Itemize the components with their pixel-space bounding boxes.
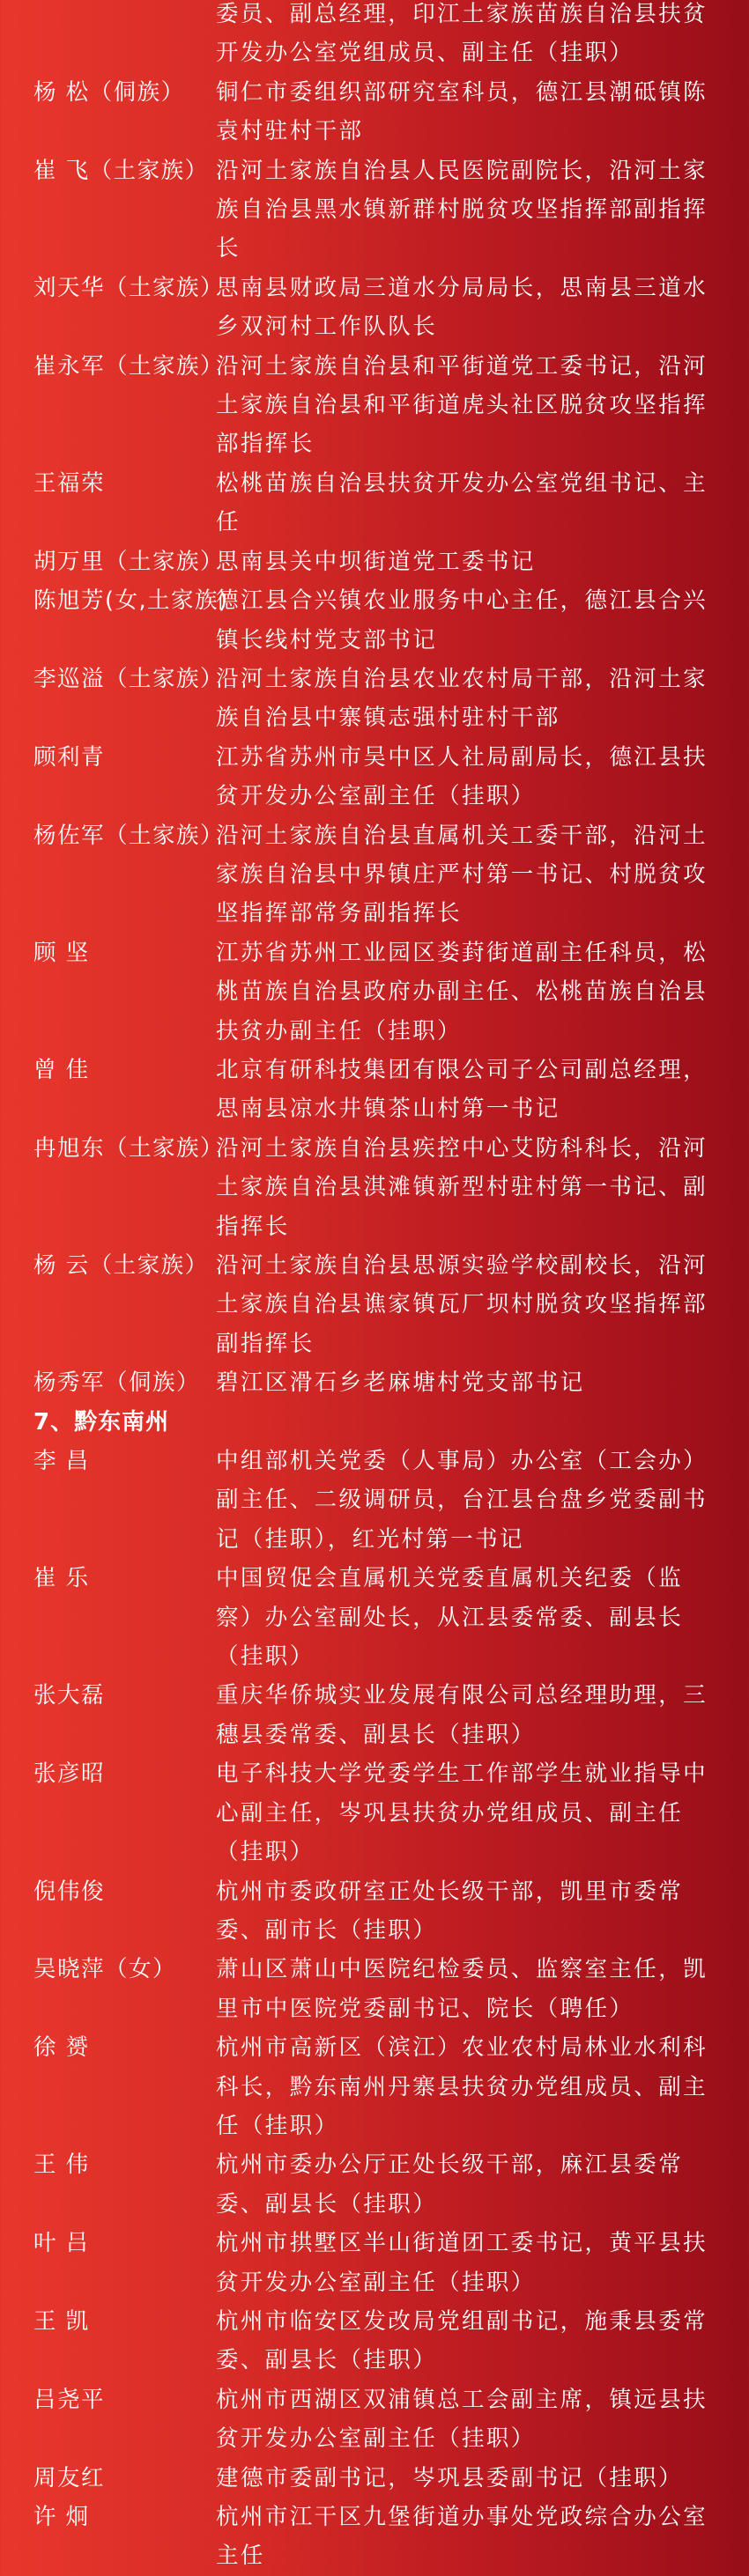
person-position: 杭州市委办公厅正处长级干部，麻江县委常委、副县长（挂职）	[216, 2152, 684, 2218]
person-entry	[0, 2302, 749, 2380]
person-name: 王福荣	[33, 469, 106, 497]
person-position: 沿河土家族自治县思源实验学校副校长，沿河土家族自治县谯家镇瓦厂坝村脱贫攻坚指挥部副指挥长	[216, 1252, 708, 1357]
person-position: 中国贸促会直属机关党委直属机关纪委（监察）办公室副处长，从江县委常委、副县长（挂职）	[216, 1565, 684, 1671]
person-position: 杭州市拱墅区半山街道团工委书记，黄平县扶贫开发办公室副主任（挂职）	[216, 2230, 708, 2296]
person-name: 徐 赟	[33, 2034, 90, 2062]
person-name: 周友红	[33, 2464, 106, 2491]
person-position: 铜仁市委组织部研究室科员，德江县潮砥镇陈袁村驻村干部	[216, 78, 708, 145]
person-position: 思南县关中坝街道党工委书记	[216, 548, 536, 575]
person-name: 崔 乐	[33, 1565, 90, 1592]
person-position: 北京有研科技集团有限公司子公司副总经理，思南县凉水井镇茶山村第一书记	[216, 1056, 708, 1123]
person-position: 杭州市高新区（滨江）农业农村局林业水利科科长，黔东南州丹寨县扶贫办党组成员、副主任（挂职）	[216, 2034, 708, 2139]
person-entry	[0, 2380, 749, 2459]
person-name: 杨秀军（侗族）	[33, 1369, 201, 1397]
person-position: 沿河土家族自治县直属机关工委干部，沿河土家族自治县中界镇庄严村第一书记、村脱贫攻坚指挥部常务副指挥长	[216, 822, 708, 927]
person-position: 杭州市西湖区双浦镇总工会副主席，镇远县扶贫开发办公室副主任（挂职）	[216, 2386, 708, 2453]
person-position: 松桃苗族自治县扶贫开发办公室党组书记、主任	[216, 469, 708, 536]
person-position: 中组部机关党委（人事局）办公室（工会办）副主任、二级调研员，台江县台盘乡党委副书记（挂职），红光村第一书记	[216, 1448, 708, 1553]
person-entry	[0, 738, 749, 816]
person-entry	[0, 1246, 749, 1363]
person-name: 陈旭芳(女,土家族)	[33, 587, 229, 615]
person-entry	[0, 1676, 749, 1754]
person-entry	[0, 2028, 749, 2145]
person-entry	[0, 2145, 749, 2224]
person-position: 思南县财政局三道水分局局长，思南县三道水乡双河村工作队队长	[216, 274, 708, 341]
person-entry	[0, 934, 749, 1051]
person-entry	[0, 543, 749, 581]
person-name: 吕尧平	[33, 2386, 106, 2413]
person-position: 重庆华侨城实业发展有限公司总经理助理，三穗县委常委、副县长（挂职）	[216, 1682, 708, 1748]
person-entry	[0, 464, 749, 543]
person-position: 江苏省苏州工业园区娄葑街道副主任科员，松桃苗族自治县政府办副主任、松桃苗族自治县扶贫办副主任（挂职）	[216, 939, 708, 1044]
person-position: 沿河土家族自治县疾控中心艾防科科长，沿河土家族自治县淇滩镇新型村驻村第一书记、副指挥长	[216, 1134, 708, 1240]
person-name: 刘天华（土家族）	[33, 274, 225, 301]
person-entry	[0, 2498, 749, 2576]
person-name: 王 凯	[33, 2307, 90, 2335]
person-name: 崔 飞（土家族）	[33, 157, 209, 184]
person-position: 电子科技大学党委学生工作部学生就业指导中心副主任，岑巩县扶贫办党组成员、副主任（挂职）	[216, 1760, 708, 1866]
person-name: 张彦昭	[33, 1760, 106, 1788]
section-heading: 7、黔东南州	[33, 1408, 170, 1436]
person-name: 杨 云（土家族）	[33, 1252, 209, 1279]
person-entry	[0, 1872, 749, 1951]
person-entry	[0, 347, 749, 464]
person-entry	[0, 269, 749, 347]
person-name: 倪伟俊	[33, 1878, 106, 1905]
person-name: 王 伟	[33, 2152, 90, 2179]
person-position: 杭州市委政研室正处长级干部，凯里市委常委、副市长（挂职）	[216, 1878, 684, 1944]
person-entry	[0, 2224, 749, 2302]
person-name: 杨佐军（土家族）	[33, 822, 225, 849]
person-entry	[0, 2459, 749, 2498]
person-name: 许 炯	[33, 2504, 90, 2530]
person-entry	[0, 816, 749, 934]
person-position: 沿河土家族自治县人民医院副院长，沿河土家族自治县黑水镇新群村脱贫攻坚指挥部副指挥长	[216, 157, 708, 262]
person-name: 冉旭东（土家族）	[33, 1134, 225, 1162]
person-name: 杨 松（侗族）	[33, 78, 185, 106]
person-position: 建德市委副书记，岑巩县委副书记（挂职）	[216, 2464, 684, 2491]
person-name: 吴晓萍（女）	[33, 1956, 177, 1983]
person-position: 碧江区滑石乡老麻塘村党支部书记	[216, 1369, 585, 1397]
person-entry	[0, 660, 749, 738]
person-position: 杭州市临安区发改局党组副书记，施秉县委常委、副县长（挂职）	[216, 2307, 708, 2374]
person-position: 沿河土家族自治县和平街道党工委书记，沿河土家族自治县和平街道虎头社区脱贫攻坚指挥部指挥长	[216, 352, 708, 458]
person-entry	[0, 151, 749, 269]
person-name: 崔永军（土家族）	[33, 352, 225, 380]
person-entry	[0, 581, 749, 660]
person-position: 委员、副总经理，印江土家族苗族自治县扶贫开发办公室党组成员、副主任（挂职）	[216, 1, 708, 67]
person-name: 张大磊	[33, 1682, 106, 1709]
person-name: 曾 佳	[33, 1056, 90, 1083]
person-entry	[0, 73, 749, 151]
person-position: 江苏省苏州市吴中区人社局副局长，德江县扶贫开发办公室副主任（挂职）	[216, 743, 708, 810]
person-entry	[0, 1559, 749, 1676]
person-name: 胡万里（土家族）	[33, 548, 225, 575]
person-name: 李 昌	[33, 1448, 90, 1475]
person-position: 德江县合兴镇农业服务中心主任，德江县合兴镇长线村党支部书记	[216, 587, 708, 653]
person-position: 萧山区萧山中医院纪检委员、监察室主任，凯里市中医院党委副书记、院长（聘任）	[216, 1956, 708, 2022]
person-name: 叶 吕	[33, 2230, 90, 2257]
person-entry	[0, 1051, 749, 1129]
person-entry	[0, 1129, 749, 1246]
person-name: 顾 坚	[33, 939, 90, 966]
person-entry	[0, 1363, 749, 1402]
person-entry	[0, 0, 749, 73]
person-position: 沿河土家族自治县农业农村局干部，沿河土家族自治县中寨镇志强村驻村干部	[216, 665, 708, 732]
person-entry	[0, 1442, 749, 1559]
person-name: 顾利青	[33, 743, 106, 771]
person-position: 杭州市江干区九堡街道办事处党政综合办公室主任	[216, 2504, 708, 2570]
person-name: 李巡溢（土家族）	[33, 665, 225, 692]
person-entry	[0, 1754, 749, 1871]
person-entry	[0, 1950, 749, 2028]
